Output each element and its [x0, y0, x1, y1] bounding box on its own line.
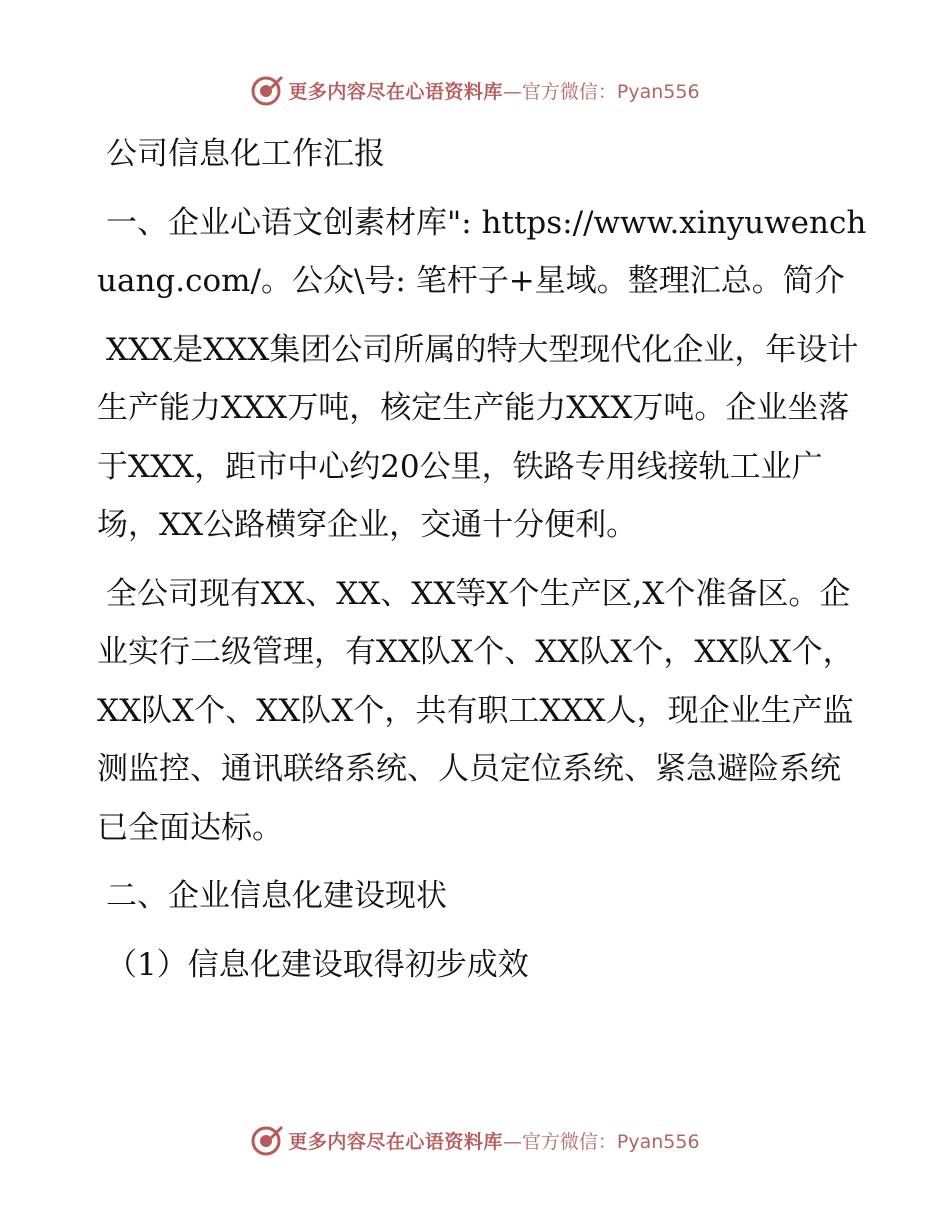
- paragraph-structure: 全公司现有XX、XX、XX等X个生产区,X个准备区。企业实行二级管理，有XX队X个、XX队X个，XX队X个，XX队X个、XX队X个，共有职工XXX人，现企业生产监测监控、通讯联络系统、人员定位系统、紧急避险系统已全面达标。: [97, 575, 854, 846]
- footer-brand-text: 更多内容尽在心语资料库: [288, 1130, 503, 1153]
- header-contact-text: —官方微信：Pyan556: [502, 80, 700, 103]
- footer-banner: [0, 1120, 950, 1160]
- subsection-1-heading: （1）信息化建设取得初步成效: [106, 946, 529, 983]
- logo-icon: [250, 1123, 284, 1157]
- header-brand-text: 更多内容尽在心语资料库: [288, 80, 503, 103]
- paragraph-intro: XXX是XXX集团公司所属的特大型现代化企业，年设计生产能力XXX万吨，核定生产能力XXX万吨。企业坐落于XXX，距市中心约20公里，铁路专用线接轨工业广场，XX公路横穿企业，交通十分便利。: [97, 331, 859, 543]
- header-banner: [0, 70, 950, 110]
- page-title: 公司信息化工作汇报: [106, 136, 385, 172]
- logo-icon: [250, 73, 284, 107]
- document-body: [97, 120, 867, 994]
- footer-contact-text: —官方微信：Pyan556: [502, 1130, 700, 1153]
- section-2-heading: 二、企业信息化建设现状: [106, 878, 447, 914]
- section-1-heading: 一、企业心语文创素材库": https://www.xinyuwenchuang.com/。公众\号: 笔杆子+星域。整理汇总。简介: [97, 204, 867, 299]
